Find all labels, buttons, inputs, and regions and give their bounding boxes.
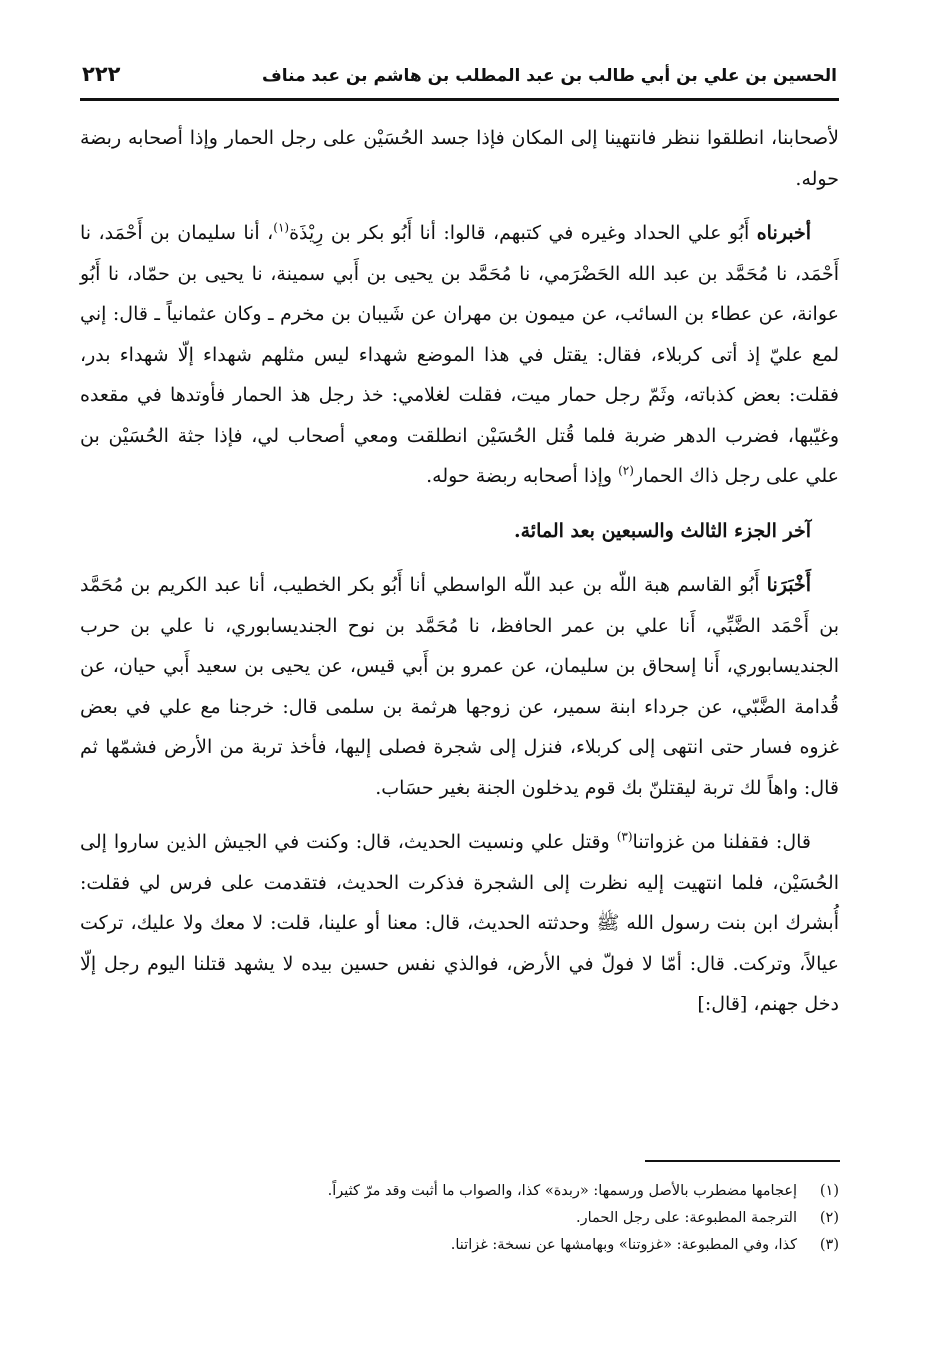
paragraph-text: وإذا أصحابه ربضة حوله. xyxy=(426,465,619,487)
footnotes xyxy=(120,1178,839,1259)
part-end-text: آخر الجزء الثالث والسبعين بعد المائة. xyxy=(513,519,811,542)
paragraph-5 xyxy=(80,822,839,1025)
footnote-marker-2: (٢) xyxy=(618,463,634,478)
paragraph-text: أَبُو القاسم هبة اللّه بن عبد اللّه الواسطي أنا أَبُو بكر الخطيب، أنا عبد الكريم بن مُحَمَّد بن أَحْمَد الضَّبِّي، أَنا علي بن عمر الحافظ، نا مُحَمَّد بن نوح الجنديسابوري، نا علي بن حرب الجنديسابوري، أَنا إسحاق بن سليمان، عن عمرو بن أَبي قيس، عن يحيى بن سعيد أَبي حيان، عن قُدامة الضَّبّي، عن جرداء ابنة سمير، عن زوجها هرثمة بن سلمى قال: خرجنا مع علي في بعض غزوه فسار حتى انتهى إلى كربلاء، فنزل إلى شجرة فصلى إليها، فأخذ تربة من الأرض فشمّها ثم قال: واهاً لك تربة ليقتلنّ بك قوم يدخلون الجنة بغير حسَاب. xyxy=(80,574,839,799)
paragraph-4 xyxy=(80,565,839,808)
footnote-3 xyxy=(120,1232,839,1259)
running-title: الحسين بن علي بن أبي طالب بن عبد المطلب بن هاشم بن عبد مناف xyxy=(262,66,837,86)
footnote-number: (٣) xyxy=(819,1237,839,1253)
footnote-text: إعجامها مضطرب بالأصل ورسمها: «ربدة» كذا، والصواب ما أثبت وقد مرّ كثيراً. xyxy=(327,1183,797,1199)
footnote-text: كذا، وفي المطبوعة: «غزوتنا» وبهامشها عن نسخة: غزاتنا. xyxy=(450,1237,797,1253)
paragraph-text: أَبُو علي الحداد وغيره في كتبهم، قالوا: أنا أَبُو بكر بن رِيْذَة xyxy=(289,222,757,244)
paragraph-lead-word: أَخْبَرَنا xyxy=(766,574,811,596)
header-rule xyxy=(80,98,839,101)
paragraph-lead-word: أخبرناه xyxy=(756,222,811,244)
part-end-note xyxy=(80,511,839,552)
footnote-text: الترجمة المطبوعة: على رجل الحمار. xyxy=(576,1210,797,1226)
paragraph-1 xyxy=(80,118,839,199)
footnote-number: (١) xyxy=(819,1183,839,1199)
footnote-2 xyxy=(120,1205,839,1232)
paragraph-text: وقتل علي ونسيت الحديث، قال: وكنت في الجيش الذين ساروا إلى الحُسَيْن، فلما انتهيت إليه نظرت إلى الشجرة فذكرت الحديث، فتقدمت على فرس لي فقلت: أُبشرك ابن بنت رسول الله ﷺ وحدثته الحديث، قال: معنا أو علينا، قلت: لا معك ولا عليك، تركت عيالاً، وتركت. قال: أمّا لا فولّ في الأرض، فوالذي نفس حسين بيده لا يشهد قتلنا اليوم رجل إلّا دخل جهنم، [قال:] xyxy=(80,831,839,1015)
footnote-separator xyxy=(645,1160,840,1162)
footnote-marker-3: (٣) xyxy=(616,829,633,844)
paragraph-text: ، أنا سليمان بن أَحْمَد، نا أَحْمَد، نا مُحَمَّد بن عبد الله الحَضْرَمي، نا مُحَمَّد بن يحيى بن أَبي سمينة، نا يحيى بن حمّاد، نا أَبُو عوانة، عن عطاء بن السائب، عن ميمون بن مهران عن شَيبان بن مخرم ـ وكان عثمانياً ـ قال: إني لمع عليّ إذ أتى كربلاء، فقال: يقتل في هذا الموضع شهداء ليس مثلهم شهداء إلّا شهداء بدر، فقلت: بعض كذباته، وثَمّ رجل حمار ميت، فقلت لغلامي: خذ رجل هذ الحمار فأوتدها في مقعده وغيّبها، فضرب الدهر ضربة فلما قُتل الحُسَيْن انطلقت ومعي أصحاب لي، فإذا جثة الحُسَيْن بن علي على رجل ذاك الحمار xyxy=(80,222,839,487)
paragraph-2 xyxy=(80,213,839,497)
running-head xyxy=(82,60,837,94)
page-number: ٢٢٢ xyxy=(82,62,121,86)
main-text xyxy=(80,118,839,1039)
footnote-marker-1: (١) xyxy=(273,220,290,235)
footnote-1 xyxy=(120,1178,839,1205)
paragraph-text: لأصحابنا، انطلقوا ننظر فانتهينا إلى المكان فإذا جسد الحُسَيْن على رجل الحمار وإذا أصحابه ربضة حوله. xyxy=(80,127,839,190)
paragraph-text: قال: فقفلنا من غزواتنا xyxy=(632,831,811,853)
footnote-number: (٢) xyxy=(819,1210,839,1226)
